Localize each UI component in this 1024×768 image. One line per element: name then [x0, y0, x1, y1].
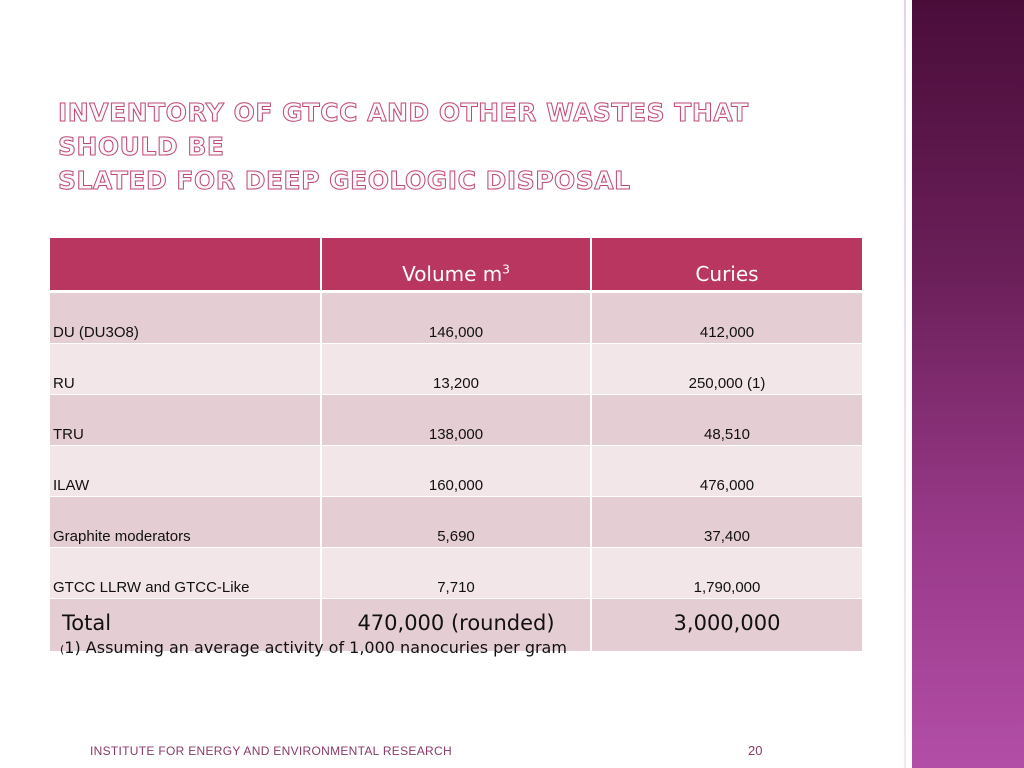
row-label: RU — [50, 344, 321, 395]
footnote-text: 1) Assuming an average activity of 1,000 nanocuries per gram — [64, 638, 567, 657]
side-decorative-band — [912, 0, 1024, 768]
row-volume: 5,690 — [321, 497, 591, 548]
table-header-row — [50, 238, 862, 292]
total-label: Total — [50, 599, 321, 652]
row-curies: 250,000 (1) — [591, 344, 862, 395]
row-label: GTCC LLRW and GTCC-Like — [50, 548, 321, 599]
slide-title-line-2: SLATED FOR DEEP GEOLOGIC DISPOSAL — [58, 166, 631, 195]
total-volume: 470,000 (rounded) — [321, 599, 591, 652]
table-row — [50, 446, 862, 497]
header-volume-label: Volume m — [402, 262, 503, 286]
footer-organization: INSTITUTE FOR ENERGY AND ENVIRONMENTAL RESEARCH — [90, 744, 452, 758]
row-label: DU (DU3O8) — [50, 292, 321, 344]
header-curies: Curies — [591, 238, 862, 292]
table-row — [50, 548, 862, 599]
row-curies: 1,790,000 — [591, 548, 862, 599]
side-divider-line — [904, 0, 906, 768]
row-volume: 13,200 — [321, 344, 591, 395]
header-blank — [50, 238, 321, 292]
row-curies: 412,000 — [591, 292, 862, 344]
header-volume — [321, 238, 591, 292]
row-curies: 48,510 — [591, 395, 862, 446]
header-volume-superscript: 3 — [502, 262, 510, 277]
footnote-paren: ( — [60, 643, 65, 656]
row-volume: 160,000 — [321, 446, 591, 497]
footnote — [60, 638, 567, 657]
row-volume: 146,000 — [321, 292, 591, 344]
table-row — [50, 292, 862, 344]
slide-title — [58, 96, 878, 198]
slide-title-line-1: INVENTORY OF GTCC AND OTHER WASTES THAT SHOULD BE — [58, 98, 749, 161]
page-number: 20 — [748, 743, 763, 758]
table-row — [50, 497, 862, 548]
row-volume: 7,710 — [321, 548, 591, 599]
row-label: TRU — [50, 395, 321, 446]
row-curies: 476,000 — [591, 446, 862, 497]
table-row — [50, 344, 862, 395]
row-volume: 138,000 — [321, 395, 591, 446]
row-label: ILAW — [50, 446, 321, 497]
row-curies: 37,400 — [591, 497, 862, 548]
total-curies: 3,000,000 — [591, 599, 862, 652]
table-row — [50, 395, 862, 446]
inventory-table — [50, 238, 862, 652]
row-label: Graphite moderators — [50, 497, 321, 548]
